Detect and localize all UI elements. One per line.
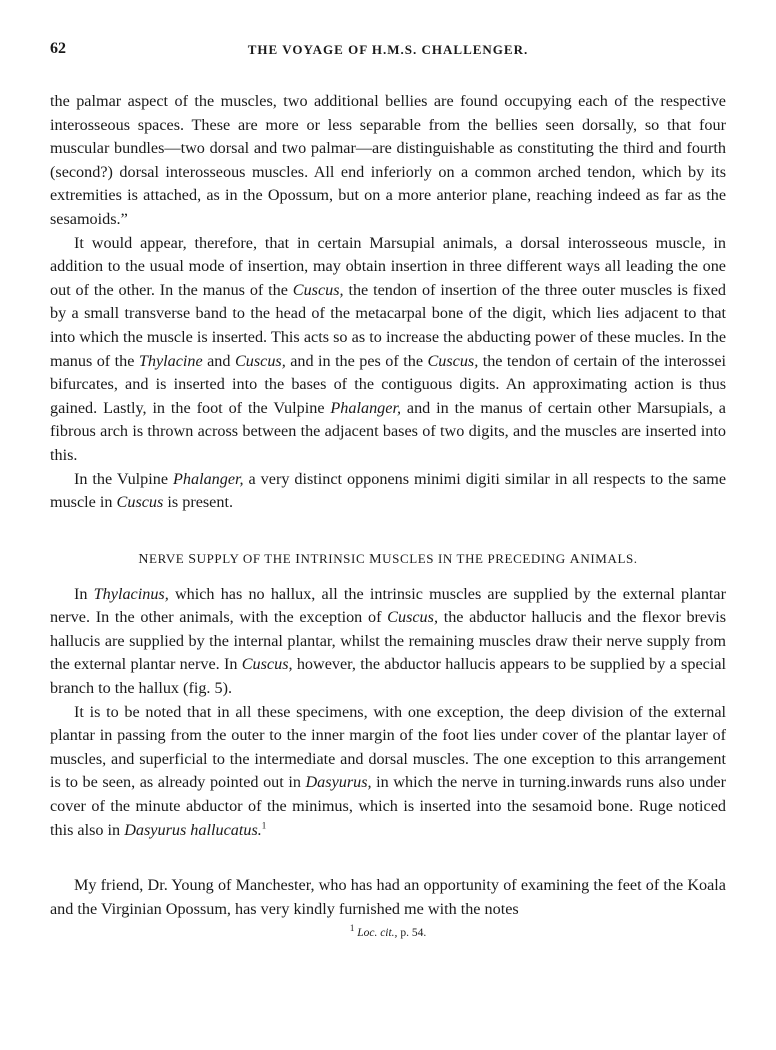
paragraph-marsupial-insertion: It would appear, therefore, that in certain Marsupial animals, a dorsal interosseous muscle, in addition to the usual mode of insertion, may obtain insertion in three different ways all leading the one out of the other. In the manus of the Cuscus, the tendon of insertion of the three outer muscles is fixed by a small transverse band to the head of the metacarpal bone of the digit, which lies adjacent to that into which the muscle is inserted. This acts so as to increase the abducting power of these mucles. In the manus of the Thylacine and Cuscus, and in the pes of the Cuscus, the tendon of certain of the interossei bifurcates, and is inserted into the bases of the contiguous digits. An approximating action is thus gained. Lastly, in the foot of the Vulpine Phalanger, and in the manus of certain other Marsupials, a fibrous arch is thrown across between the adjacent bases of two digits, and the muscles are inserted into this. bbox=[50, 233, 727, 464]
section-heading: NERVE SUPPLY OF THE INTRINSIC MUSCLES IN THE PRECEDING ANIMALS. bbox=[138, 550, 638, 567]
footnote-reference: 1 bbox=[261, 820, 267, 831]
page-number: 62 bbox=[50, 40, 66, 57]
running-title: THE VOYAGE OF H.M.S. CHALLENGER. bbox=[247, 42, 529, 57]
footnote: $^1$ Loc. cit., p. 54. bbox=[349, 923, 427, 940]
running-head bbox=[50, 40, 726, 66]
paragraph-vulpine-phalanger: In the Vulpine Phalanger, a very distinct opponens minimi digiti similar in all respects to the same muscle in Cuscus is present. bbox=[50, 469, 727, 512]
book-page bbox=[50, 40, 726, 939]
paragraph-deep-division: It is to be noted that in all these specimens, with one exception, the deep division of the external plantar in passing from the outer to the inner margin of the foot lies under cover of the plantar layer of muscles, and superficial to the intermediate and dorsal muscles. The one exception to this arrangement is to be seen, as already pointed out in Dasyurus, in which the nerve in turning.inwards runs also under cover of the minute abductor of the minimus, which is inserted into the sesamoid bone. Ruge noticed this also in Dasyurus hallucatus.$^1$ bbox=[50, 702, 726, 839]
paragraph-dr-young: My friend, Dr. Young of Manchester, who has had an opportunity of examining the feet of the Koala and the Virginian Opossum, has very kindly furnished me with the notes bbox=[50, 876, 726, 918]
paragraph-continuation: the palmar aspect of the muscles, two additional bellies are found occupying each of the respective interosseous spaces. These are more or less separable from the bellies seen dorsally, so that four muscular bundles—two dorsal and two palmar—are distinguishable as constituting the third and fourth (second?) dorsal interosseous muscles. All end inferiorly on a common arched tendon, which by its extremities is attached, as in the Opossum, but on a more anterior plane, reaching indeed as far as the sesamoids.” bbox=[50, 92, 726, 228]
paragraph-thylacinus: In Thylacinus, which has no hallux, all the intrinsic muscles are supplied by the external plantar nerve. In the other animals, with the exception of Cuscus, the abductor hallucis and the flexor brevis hallucis are supplied by the internal plantar, whilst the remaining muscles draw their nerve supply from the external plantar nerve. In Cuscus, however, the abductor hallucis appears to be supplied by a special branch to the hallux (fig. 5). bbox=[50, 584, 727, 698]
body-text bbox=[50, 90, 726, 939]
